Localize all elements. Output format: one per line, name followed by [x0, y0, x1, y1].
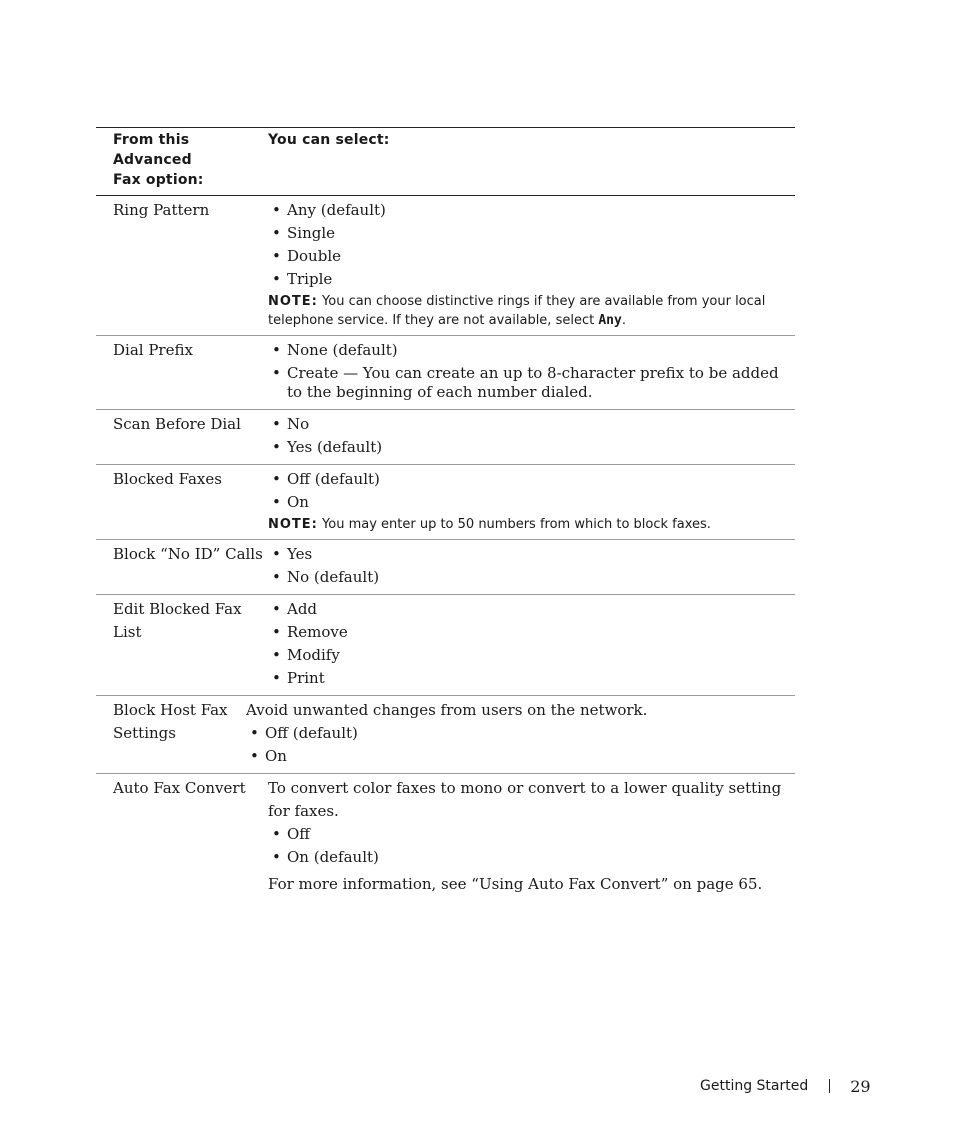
list-item-text: Off — [287, 825, 310, 843]
list-item-text: Any (default) — [287, 201, 386, 219]
list-item — [268, 199, 795, 222]
table-row — [96, 410, 795, 465]
bullet-icon: • — [272, 341, 281, 359]
note — [268, 515, 795, 534]
footer-divider — [829, 1079, 830, 1093]
list-item-text: Single — [287, 224, 336, 242]
bullet-icon: • — [272, 224, 281, 242]
table-row — [96, 696, 795, 774]
table-row — [96, 196, 795, 336]
option-values — [268, 777, 795, 896]
list-item — [268, 413, 795, 436]
page-footer — [700, 1075, 871, 1097]
list-item-text: Remove — [287, 623, 348, 641]
bullet-icon: • — [272, 848, 281, 866]
list-item-text: Triple — [287, 270, 333, 288]
bullet-icon: • — [272, 600, 281, 618]
option-intro: Avoid unwanted changes from users on the network. — [246, 701, 648, 719]
list-item-text: Yes (default) — [287, 438, 383, 456]
option-name: Blocked Faxes — [113, 470, 222, 488]
option-name: Block Host Fax Settings — [113, 701, 228, 742]
option-values — [268, 468, 795, 534]
table-row — [96, 540, 795, 595]
list-item — [268, 621, 795, 644]
list-item — [268, 846, 795, 869]
list-item-text: On (default) — [287, 848, 379, 866]
list-item — [268, 222, 795, 245]
list-item-text: Create — You can create an up to 8-character prefix to be added to the beginning of each number dialed. — [287, 364, 779, 401]
table-row — [96, 595, 795, 696]
note-label: NOTE: — [268, 294, 318, 309]
note-end: . — [621, 313, 626, 328]
list-item-text: Off (default) — [287, 470, 380, 488]
list-item — [268, 667, 795, 690]
list-item — [268, 468, 795, 491]
list-item — [268, 491, 795, 514]
header-select-column: You can select: — [268, 132, 390, 148]
note-code: Any — [598, 313, 622, 328]
header-option-line-2: Fax option: — [113, 172, 204, 188]
bullet-icon: • — [272, 247, 281, 265]
bullet-icon: • — [272, 568, 281, 586]
bullet-icon: • — [272, 470, 281, 488]
list-item-text: On — [287, 493, 309, 511]
list-item-text: Print — [287, 669, 325, 687]
bullet-icon: • — [272, 669, 281, 687]
table-row — [96, 774, 795, 901]
bullet-icon: • — [272, 545, 281, 563]
option-values — [268, 199, 795, 330]
option-name: Auto Fax Convert — [113, 779, 246, 797]
option-values — [268, 339, 795, 404]
list-item — [268, 245, 795, 268]
option-name: Block “No ID” Calls — [113, 545, 263, 563]
option-name: Edit Blocked Fax List — [113, 600, 242, 641]
bullet-icon: • — [272, 201, 281, 219]
list-item-text: Add — [287, 600, 318, 618]
list-item-text: None (default) — [287, 341, 398, 359]
list-item — [268, 339, 795, 362]
list-item — [268, 436, 795, 459]
option-values — [268, 598, 795, 690]
option-values — [268, 543, 795, 589]
option-values — [268, 413, 795, 459]
list-item — [246, 745, 795, 768]
bullet-icon: • — [250, 724, 259, 742]
note-text: You can choose distinctive rings if they are available from your local telephone service. If they are not available, select — [268, 294, 766, 328]
list-item — [246, 722, 795, 745]
header-option-line-1: From this Advanced — [113, 132, 192, 168]
list-item — [268, 644, 795, 667]
bullet-icon: • — [272, 623, 281, 641]
advanced-fax-options-table — [96, 127, 795, 901]
bullet-icon: • — [272, 646, 281, 664]
note-label: NOTE: — [268, 517, 318, 532]
option-more-info: For more information, see “Using Auto Fax Convert” on page 65. — [268, 875, 763, 893]
list-item-text: No (default) — [287, 568, 380, 586]
note-text: You may enter up to 50 numbers from which to block faxes. — [322, 517, 711, 532]
option-name: Scan Before Dial — [113, 415, 241, 433]
bullet-icon: • — [272, 825, 281, 843]
list-item-text: No — [287, 415, 310, 433]
list-item-text: Double — [287, 247, 341, 265]
table-row — [96, 465, 795, 540]
bullet-icon: • — [272, 415, 281, 433]
list-item-text: On — [265, 747, 287, 765]
option-values — [246, 699, 795, 768]
bullet-icon: • — [272, 364, 281, 382]
list-item-text: Off (default) — [265, 724, 358, 742]
footer-section-title: Getting Started — [700, 1078, 809, 1094]
list-item — [268, 598, 795, 621]
option-name: Ring Pattern — [113, 201, 210, 219]
page-number: 29 — [850, 1076, 871, 1096]
note — [268, 292, 795, 330]
table-header — [96, 128, 795, 196]
bullet-icon: • — [250, 747, 259, 765]
list-item-text: Yes — [287, 545, 313, 563]
list-item — [268, 268, 795, 291]
list-item — [268, 566, 795, 589]
option-name: Dial Prefix — [113, 341, 193, 359]
bullet-icon: • — [272, 493, 281, 511]
bullet-icon: • — [272, 438, 281, 456]
list-item — [268, 823, 795, 846]
table-row — [96, 336, 795, 410]
table-body — [96, 196, 795, 901]
bullet-icon: • — [272, 270, 281, 288]
list-item — [268, 362, 795, 404]
header-option-column — [96, 130, 268, 190]
list-item-text: Modify — [287, 646, 340, 664]
option-intro: To convert color faxes to mono or convert to a lower quality setting for faxes. — [268, 779, 782, 820]
list-item — [268, 543, 795, 566]
